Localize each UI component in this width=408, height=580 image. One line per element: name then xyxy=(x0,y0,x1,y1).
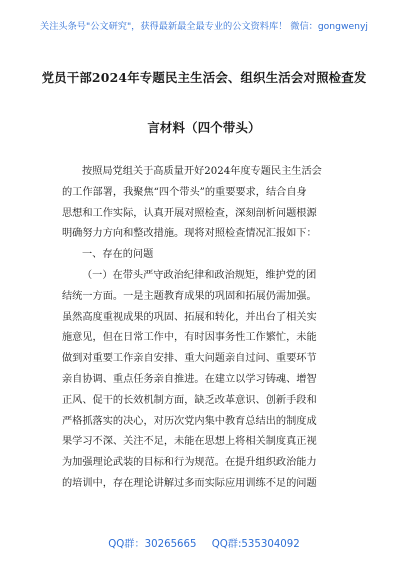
body-line: 做到对重要工作亲自安排、重大问题亲自过问、重要环节 xyxy=(62,353,317,365)
promo-banner: 关注头条号"公文研究"，获得最新最全最专业的公文资料库！ 微信：gongwenyj xyxy=(40,21,368,32)
body-line: 为加强理论武装的目标和行为规范。在提升组织政治能力 xyxy=(62,457,317,469)
qq-footer xyxy=(0,535,408,550)
doc-title-line-1: 党员干部2024年专题民主生活会、组织生活会对照检查发 xyxy=(41,70,367,85)
body-line: 的工作部署，我聚焦“四个带头”的重要要求，结合自身 xyxy=(62,186,307,198)
body-line: 思想和工作实际，认真开展对照检查，深刻剖析问题根源 xyxy=(62,207,317,219)
body-line: 按照局党组关于高质量开好2024年度专题民主生活会 xyxy=(82,166,322,177)
body-line: 的培训中，存在理论讲解过多而实际应用训练不足的问题 xyxy=(62,477,317,489)
section-heading: 一、存在的问题 xyxy=(82,249,154,261)
body-line: 果学习不深、关注不足，未能在思想上将相关制度真正视 xyxy=(62,436,317,448)
doc-body xyxy=(62,162,362,495)
doc-title-line-2: 言材料（四个带头） xyxy=(147,120,261,135)
qq-group-2: QQ群:535304092 xyxy=(211,539,300,550)
body-line: 严格抓落实的决心，对历次党内集中教育总结出的制度成 xyxy=(62,415,317,427)
body-line: 正风、促干的长效机制方面，缺乏改革意识、创新手段和 xyxy=(62,394,317,406)
body-line: （一）在带头严守政治纪律和政治规矩，维护党的团 xyxy=(82,269,317,281)
body-line: 亲自协调、重点任务亲自推进。在建立以学习铸魂、增智 xyxy=(62,373,317,385)
body-line: 虽然高度重视成果的巩固、拓展和转化，并出台了相关实 xyxy=(62,311,317,323)
body-line: 施意见，但在日常工作中，有时因事务性工作繁忙，未能 xyxy=(62,332,317,344)
body-line: 明确努力方向和整改措施。现将对照检查情况汇报如下： xyxy=(62,228,317,240)
qq-group-1: QQ群：30265665 xyxy=(108,539,197,550)
body-line: 结统一方面。一是主题教育成果的巩固和拓展仍需加强。 xyxy=(62,290,317,302)
